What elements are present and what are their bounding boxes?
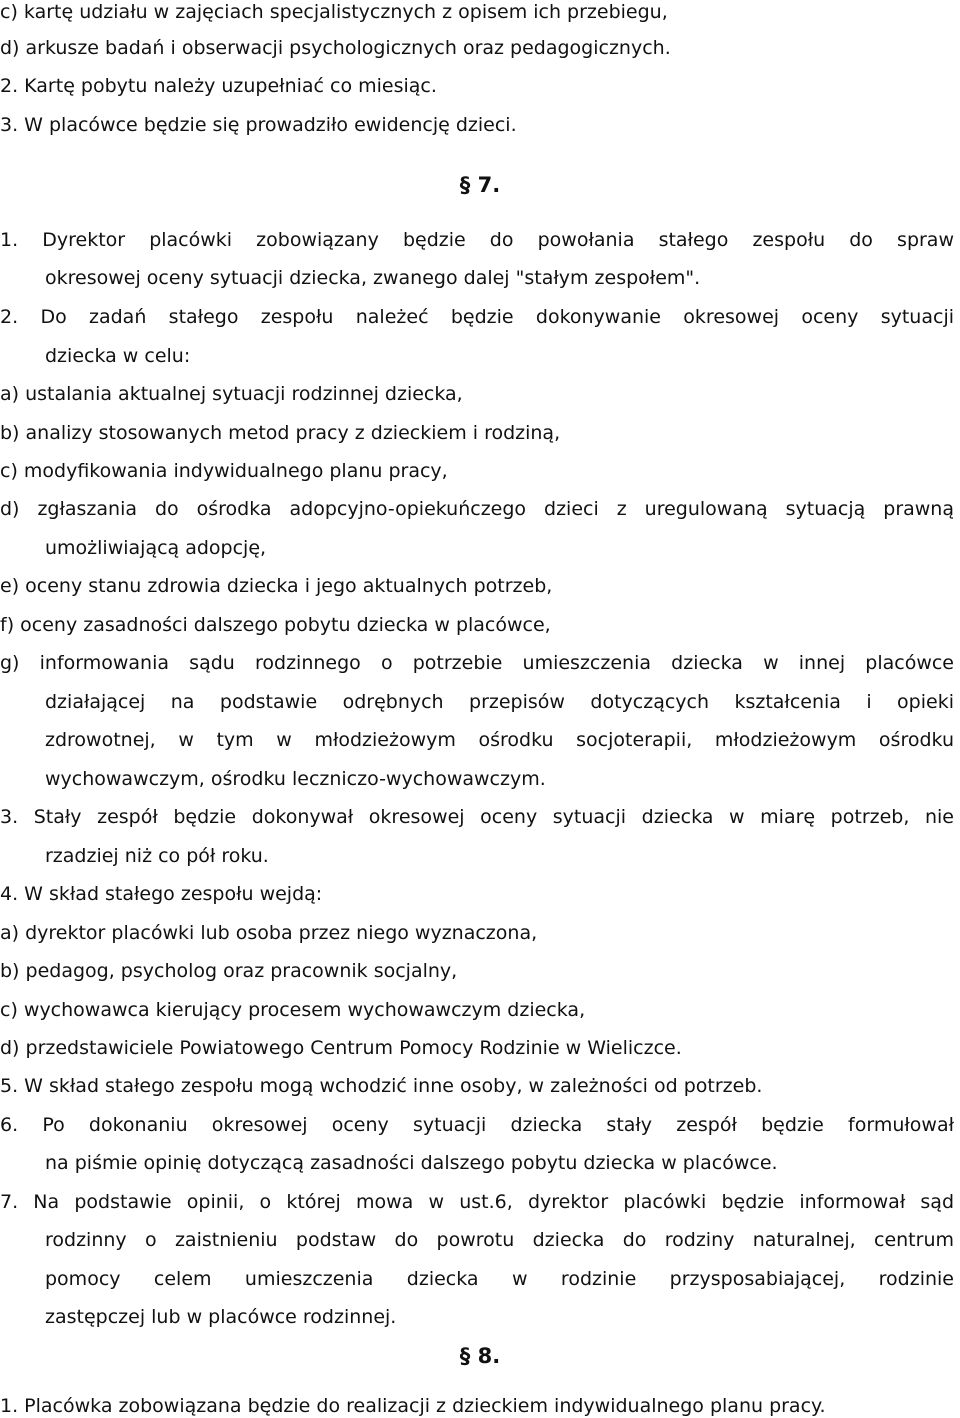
text-line: a) dyrektor placówki lub osoba przez niego wyznaczona, xyxy=(0,922,538,944)
text-line: c) wychowawca kierujący procesem wychowawczym dziecka, xyxy=(0,999,586,1021)
text-line: d) przedstawiciele Powiatowego Centrum Pomocy Rodzinie w Wieliczce. xyxy=(0,1037,682,1059)
text-line: umożliwiającą adopcję, xyxy=(45,537,267,559)
text-line: okresowej oceny sytuacji dziecka, zwanego dalej "stałym zespołem". xyxy=(45,267,701,289)
text-line: dziecka w celu: xyxy=(45,345,191,367)
text-line: 2. Kartę pobytu należy uzupełniać co miesiąc. xyxy=(0,75,437,97)
text-line: 6. Po dokonaniu okresowej oceny sytuacji dziecka stały zespół będzie formułował xyxy=(0,1114,954,1136)
text-line: zastępczej lub w placówce rodzinnej. xyxy=(45,1306,397,1328)
text-line: 3. W placówce będzie się prowadziło ewidencję dzieci. xyxy=(0,114,517,136)
text-line: c) kartę udziału w zajęciach specjalistycznych z opisem ich przebiegu, xyxy=(0,1,668,23)
text-line: 3. Stały zespół będzie dokonywał okresowej oceny sytuacji dziecka w miarę potrzeb, nie xyxy=(0,806,954,828)
text-line: d) zgłaszania do ośrodka adopcyjno-opiekuńczego dzieci z uregulowaną sytuacją prawną xyxy=(0,498,954,520)
text-line: g) informowania sądu rodzinnego o potrzebie umieszczenia dziecka w innej placówce xyxy=(0,652,954,674)
text-line: 2. Do zadań stałego zespołu należeć będzie dokonywanie okresowej oceny sytuacji xyxy=(0,306,954,328)
text-line: zdrowotnej, w tym w młodzieżowym ośrodku socjoterapii, młodzieżowym ośrodku xyxy=(45,729,954,751)
text-line: 5. W skład stałego zespołu mogą wchodzić inne osoby, w zależności od potrzeb. xyxy=(0,1075,763,1097)
text-line: na piśmie opinię dotyczącą zasadności dalszego pobytu dziecka w placówce. xyxy=(45,1152,778,1174)
text-line: e) oceny stanu zdrowia dziecka i jego aktualnych potrzeb, xyxy=(0,575,553,597)
text-line: pomocy celem umieszczenia dziecka w rodzinie przysposabiającej, rodzinie xyxy=(45,1268,954,1290)
text-line: c) modyfikowania indywidualnego planu pracy, xyxy=(0,460,448,482)
text-line: 7. Na podstawie opinii, o której mowa w ust.6, dyrektor placówki będzie informował sąd xyxy=(0,1191,954,1213)
text-line: rodzinny o zaistnieniu podstaw do powrotu dziecka do rodziny naturalnej, centrum xyxy=(45,1229,954,1251)
section-heading-8: § 8. xyxy=(459,1344,501,1368)
section-heading-7: § 7. xyxy=(459,173,501,197)
text-line: rzadziej niż co pół roku. xyxy=(45,845,269,867)
text-line: wychowawczym, ośrodku leczniczo-wychowawczym. xyxy=(45,768,546,790)
text-line: 1. Dyrektor placówki zobowiązany będzie do powołania stałego zespołu do spraw xyxy=(0,229,954,251)
text-line: 1. Placówka zobowiązana będzie do realizacji z dzieckiem indywidualnego planu pracy. xyxy=(0,1395,826,1417)
text-line: a) ustalania aktualnej sytuacji rodzinnej dziecka, xyxy=(0,383,463,405)
text-line: działającej na podstawie odrębnych przepisów dotyczących kształcenia i opieki xyxy=(45,691,954,713)
text-line: b) pedagog, psycholog oraz pracownik socjalny, xyxy=(0,960,458,982)
text-line: 4. W skład stałego zespołu wejdą: xyxy=(0,883,323,905)
text-line: b) analizy stosowanych metod pracy z dzieckiem i rodziną, xyxy=(0,422,561,444)
text-line: f) oceny zasadności dalszego pobytu dziecka w placówce, xyxy=(0,614,551,636)
text-line: d) arkusze badań i obserwacji psychologicznych oraz pedagogicznych. xyxy=(0,37,671,59)
